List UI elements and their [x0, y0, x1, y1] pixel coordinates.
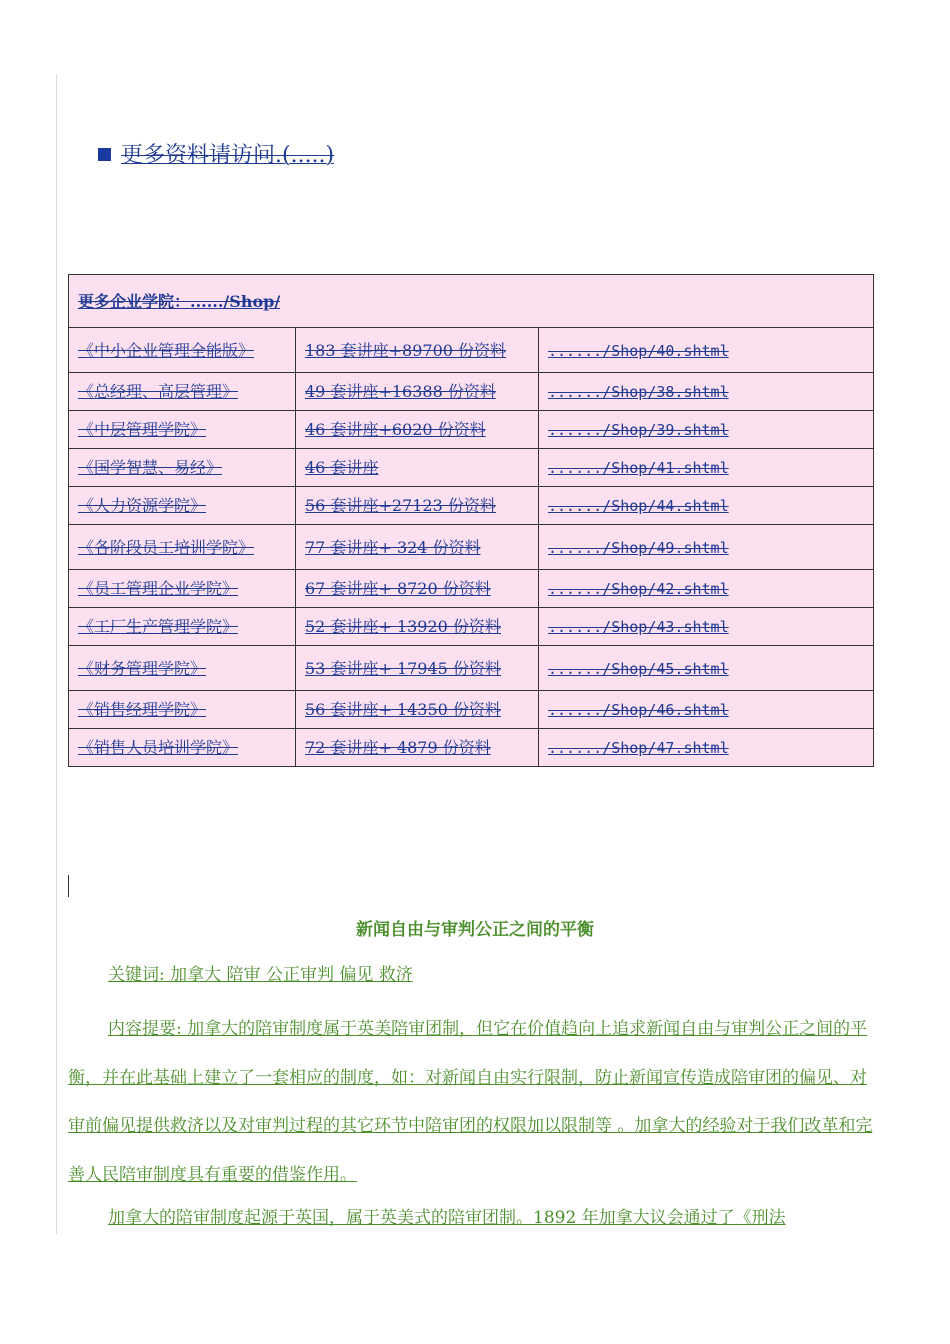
- course-url-link[interactable]: ....../Shop/40.shtml: [548, 342, 729, 360]
- course-desc-link[interactable]: 56 套讲座+27123 份资料: [305, 496, 496, 515]
- course-url-cell: [539, 328, 874, 373]
- course-desc-cell: [296, 729, 539, 767]
- course-name-link[interactable]: 《财务管理学院》: [78, 659, 207, 678]
- course-url-link[interactable]: ....../Shop/38.shtml: [548, 383, 729, 401]
- course-desc-link[interactable]: 46 套讲座+6020 份资料: [305, 420, 486, 439]
- course-desc-link[interactable]: 52 套讲座+ 13920 份资料: [305, 617, 501, 636]
- article-abstract: [68, 1005, 882, 1199]
- course-desc-cell: [296, 373, 539, 411]
- course-name-cell: [69, 525, 296, 570]
- course-url-link[interactable]: ....../Shop/43.shtml: [548, 618, 729, 636]
- course-desc-cell: [296, 570, 539, 608]
- table-row: [69, 449, 874, 487]
- article-paragraph: [68, 1203, 882, 1228]
- course-name-link[interactable]: 《总经理、高层管理》: [78, 382, 239, 401]
- course-name-link[interactable]: 《各阶段员工培训学院》: [78, 538, 255, 557]
- square-bullet-icon: [98, 148, 111, 161]
- course-name-cell: [69, 729, 296, 767]
- table-row: [69, 328, 874, 373]
- course-name-cell: [69, 411, 296, 449]
- course-name-link[interactable]: 《销售人员培训学院》: [78, 738, 239, 757]
- course-url-cell: [539, 570, 874, 608]
- course-desc-cell: [296, 449, 539, 487]
- course-url-cell: [539, 449, 874, 487]
- course-name-cell: [69, 608, 296, 646]
- table-header-link[interactable]: 更多企业学院：....../Shop/: [78, 292, 281, 311]
- course-desc-cell: [296, 525, 539, 570]
- course-desc-link[interactable]: 183 套讲座+89700 份资料: [305, 341, 507, 360]
- course-url-cell: [539, 373, 874, 411]
- table-row: [69, 608, 874, 646]
- course-name-link[interactable]: 《中小企业管理全能版》: [78, 341, 255, 360]
- course-name-link[interactable]: 《人力资源学院》: [78, 496, 207, 515]
- course-name-cell: [69, 487, 296, 525]
- course-name-link[interactable]: 《工厂生产管理学院》: [78, 617, 239, 636]
- table-header-cell: [69, 275, 874, 328]
- course-name-link[interactable]: 《中层管理学院》: [78, 420, 207, 439]
- course-desc-cell: [296, 411, 539, 449]
- course-desc-link[interactable]: 49 套讲座+16388 份资料: [305, 382, 496, 401]
- course-desc-cell: [296, 328, 539, 373]
- course-url-link[interactable]: ....../Shop/42.shtml: [548, 580, 729, 598]
- course-desc-cell: [296, 646, 539, 691]
- course-desc-link[interactable]: 67 套讲座+ 8720 份资料: [305, 579, 491, 598]
- course-url-link[interactable]: ....../Shop/46.shtml: [548, 701, 729, 719]
- course-desc-cell: [296, 487, 539, 525]
- course-url-cell: [539, 525, 874, 570]
- table-tail-divider: [68, 875, 69, 897]
- course-url-cell: [539, 608, 874, 646]
- keywords-text: 关键词: 加拿大 陪审 公正审判 偏见 救济: [108, 965, 413, 985]
- course-url-link[interactable]: ....../Shop/44.shtml: [548, 497, 729, 515]
- course-name-link[interactable]: 《销售经理学院》: [78, 700, 207, 719]
- article-title: 新闻自由与审判公正之间的平衡: [356, 920, 594, 940]
- course-name-cell: [69, 646, 296, 691]
- table-row: [69, 646, 874, 691]
- course-url-link[interactable]: ....../Shop/47.shtml: [548, 739, 729, 757]
- course-url-link[interactable]: ....../Shop/45.shtml: [548, 660, 729, 678]
- table-row: [69, 525, 874, 570]
- course-url-link[interactable]: ....../Shop/49.shtml: [548, 539, 729, 557]
- course-name-cell: [69, 449, 296, 487]
- course-desc-link[interactable]: 77 套讲座+ 324 份资料: [305, 538, 481, 557]
- course-url-cell: [539, 411, 874, 449]
- course-desc-cell: [296, 608, 539, 646]
- course-url-cell: [539, 729, 874, 767]
- table-row: [69, 411, 874, 449]
- course-name-cell: [69, 691, 296, 729]
- course-url-link[interactable]: ....../Shop/39.shtml: [548, 421, 729, 439]
- table-row: [69, 570, 874, 608]
- course-table: [68, 274, 874, 767]
- table-row: [69, 487, 874, 525]
- course-name-link[interactable]: 《国学智慧、易经》: [78, 458, 223, 477]
- course-name-cell: [69, 373, 296, 411]
- course-url-cell: [539, 691, 874, 729]
- course-url-cell: [539, 646, 874, 691]
- course-url-cell: [539, 487, 874, 525]
- course-desc-link[interactable]: 53 套讲座+ 17945 份资料: [305, 659, 501, 678]
- course-desc-link[interactable]: 46 套讲座: [305, 458, 379, 477]
- course-desc-link[interactable]: 72 套讲座+ 4879 份资料: [305, 738, 491, 757]
- course-name-cell: [69, 328, 296, 373]
- page-margin-line: [56, 74, 57, 1234]
- paragraph-text: 加拿大的陪审制度起源于英国，属于英美式的陪审团制。1892 年加拿大议会通过了《刑法: [108, 1208, 786, 1228]
- more-resources-link-text[interactable]: 更多资料请访问.(.....): [121, 143, 335, 168]
- course-desc-link[interactable]: 56 套讲座+ 14350 份资料: [305, 700, 501, 719]
- course-name-cell: [69, 570, 296, 608]
- table-row: [69, 729, 874, 767]
- table-row: [69, 373, 874, 411]
- course-name-link[interactable]: 《员工管理企业学院》: [78, 579, 239, 598]
- abstract-text: 内容提要: 加拿大的陪审制度属于英美陪审团制，但它在价值趋向上追求新闻自由与审判公正之间的平衡，并在此基础上建立了一套相应的制度，如：对新闻自由实行限制，防止新闻宣传造成陪审团的偏见、对审前偏见提供救济以及对审判过程的其它环节中陪审团的权限加以限制等 。加拿大的经验对于我们改革和完善人民陪审制度具有重要的借鉴作用。: [68, 1019, 873, 1185]
- course-desc-cell: [296, 691, 539, 729]
- course-url-link[interactable]: ....../Shop/41.shtml: [548, 459, 729, 477]
- article-keywords: [68, 960, 882, 985]
- table-row: [69, 691, 874, 729]
- more-resources-link[interactable]: [98, 138, 334, 169]
